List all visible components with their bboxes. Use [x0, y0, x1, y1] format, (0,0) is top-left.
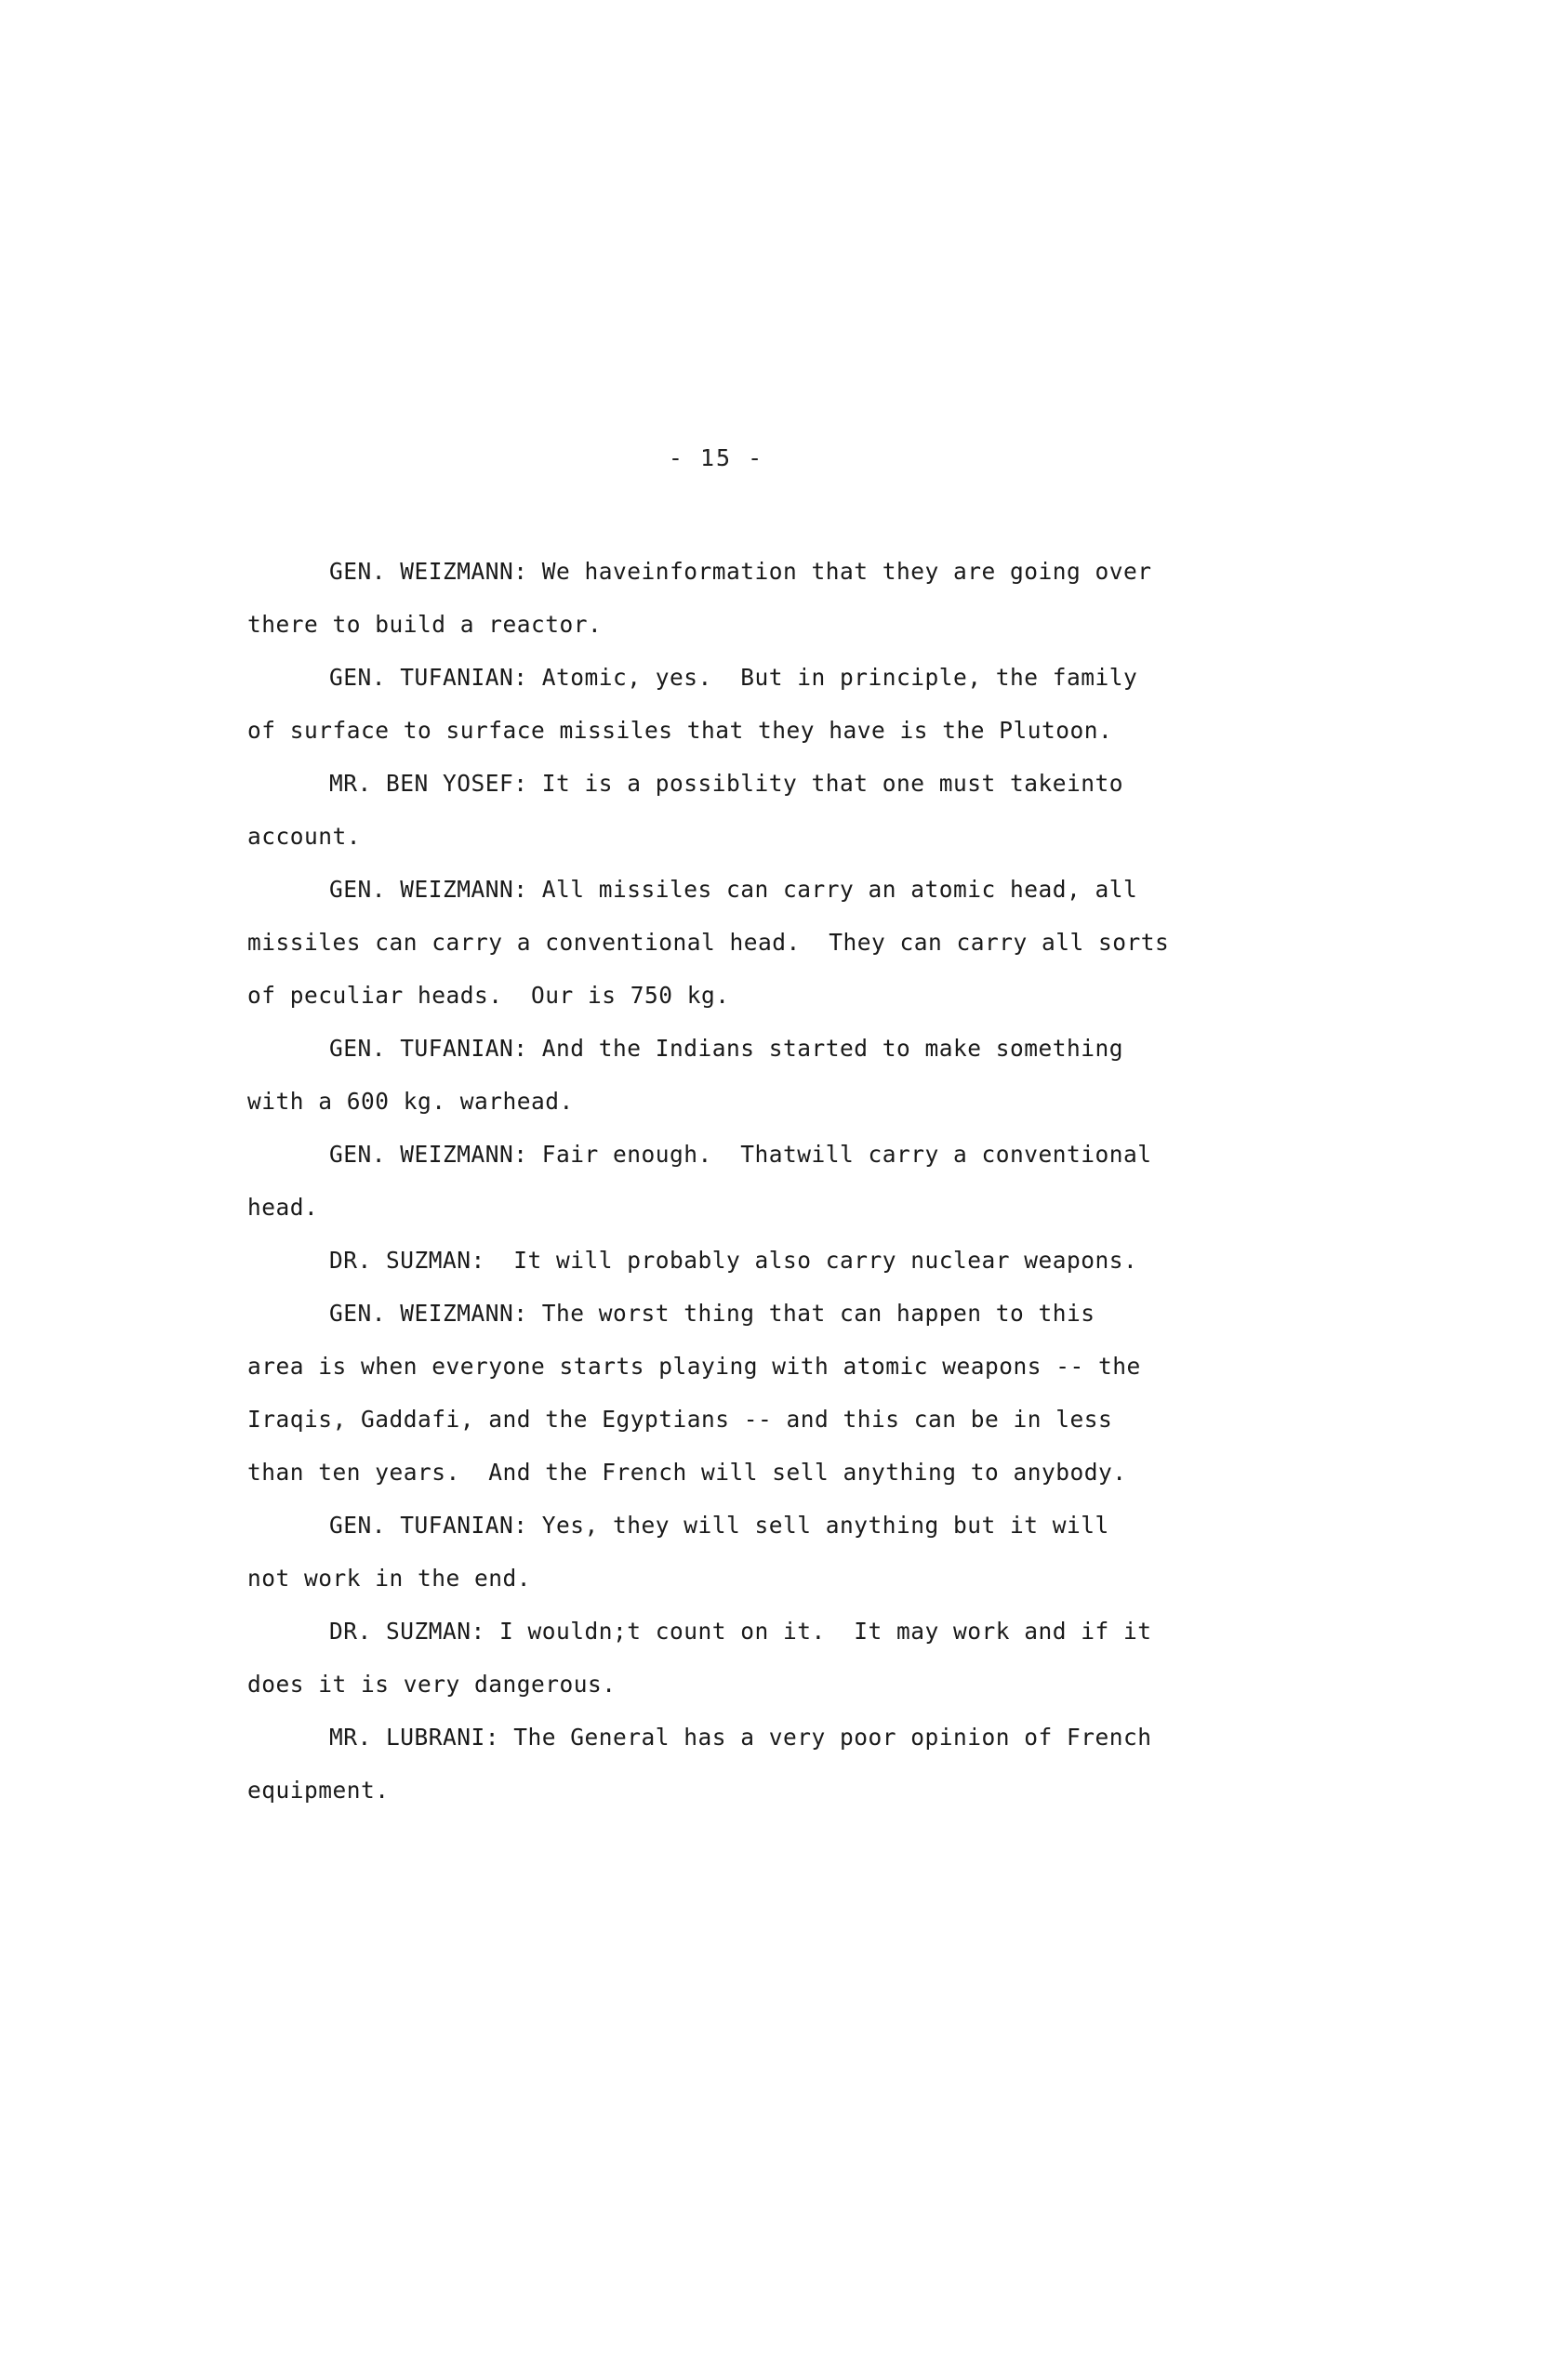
line-text: The worst thing that can happen to this — [527, 1300, 1095, 1327]
line-text: The General has a very poor opinion of French — [499, 1724, 1152, 1751]
speaker-label: GEN. WEIZMANN: — [329, 876, 528, 903]
line-text: Fair enough. Thatwill carry a conventional — [527, 1141, 1152, 1168]
line-text: area is when everyone starts playing with atomic weapons -- the — [247, 1353, 1141, 1380]
transcript-line — [247, 757, 1280, 810]
line-text: missiles can carry a conventional head. They can carry all sorts — [247, 929, 1170, 956]
line-text: Iraqis, Gaddafi, and the Egyptians -- and this can be in less — [247, 1406, 1113, 1433]
line-text: of peculiar heads. Our is 750 kg. — [247, 982, 730, 1009]
transcript-line — [247, 545, 1280, 598]
speaker-label: DR. SUZMAN: — [329, 1247, 485, 1274]
line-text: with a 600 kg. warhead. — [247, 1088, 574, 1115]
transcript-line — [247, 916, 1280, 969]
line-text: of surface to surface missiles that they have is the Plutoon. — [247, 717, 1113, 744]
line-text: equipment. — [247, 1777, 390, 1804]
transcript-line — [247, 1658, 1280, 1711]
speaker-label: MR. LUBRANI: — [329, 1724, 500, 1751]
speaker-label: MR. BEN YOSEF: — [329, 770, 528, 797]
line-text: there to build a reactor. — [247, 611, 603, 638]
transcript-line — [247, 1605, 1280, 1658]
transcript-line — [247, 1128, 1280, 1181]
transcript-line — [247, 1234, 1280, 1287]
transcript-line — [247, 1393, 1280, 1446]
line-text: not work in the end. — [247, 1565, 532, 1592]
speaker-label: GEN. WEIZMANN: — [329, 558, 528, 585]
transcript-line — [247, 1552, 1280, 1605]
transcript-line — [247, 863, 1280, 916]
line-text: than ten years. And the French will sell anything to anybody. — [247, 1459, 1127, 1486]
speaker-label: GEN. TUFANIAN: — [329, 1035, 528, 1062]
speaker-label: GEN. TUFANIAN: — [329, 664, 528, 691]
transcript-line — [247, 1287, 1280, 1340]
page-number: - 15 - — [668, 444, 764, 471]
transcript-line — [247, 1022, 1280, 1075]
transcript-line — [247, 1181, 1280, 1234]
transcript-line — [247, 1711, 1280, 1764]
speaker-label: DR. SUZMAN: — [329, 1618, 485, 1645]
line-text: head. — [247, 1194, 319, 1221]
transcript-line — [247, 969, 1280, 1022]
line-text: And the Indians started to make something — [527, 1035, 1124, 1062]
speaker-label: GEN. TUFANIAN: — [329, 1512, 528, 1539]
line-text: We haveinformation that they are going over — [527, 558, 1152, 585]
speaker-label: GEN. WEIZMANN: — [329, 1141, 528, 1168]
line-text: does it is very dangerous. — [247, 1671, 617, 1698]
transcript-body — [247, 545, 1280, 1817]
line-text: account. — [247, 823, 362, 850]
transcript-line — [247, 704, 1280, 757]
transcript-line — [247, 1075, 1280, 1128]
line-text: Yes, they will sell anything but it will — [527, 1512, 1109, 1539]
transcript-line — [247, 1340, 1280, 1393]
transcript-line — [247, 651, 1280, 704]
line-text: I wouldn;t count on it. It may work and if it — [484, 1618, 1152, 1645]
line-text: All missiles can carry an atomic head, all — [527, 876, 1138, 903]
speaker-label: GEN. WEIZMANN: — [329, 1300, 528, 1327]
line-text: It is a possiblity that one must takeinto — [527, 770, 1124, 797]
transcript-line — [247, 598, 1280, 651]
transcript-line — [247, 1764, 1280, 1817]
transcript-line — [247, 1446, 1280, 1499]
line-text: It will probably also carry nuclear weapons. — [484, 1247, 1138, 1274]
transcript-line — [247, 810, 1280, 863]
transcript-line — [247, 1499, 1280, 1552]
line-text: Atomic, yes. But in principle, the family — [527, 664, 1138, 691]
